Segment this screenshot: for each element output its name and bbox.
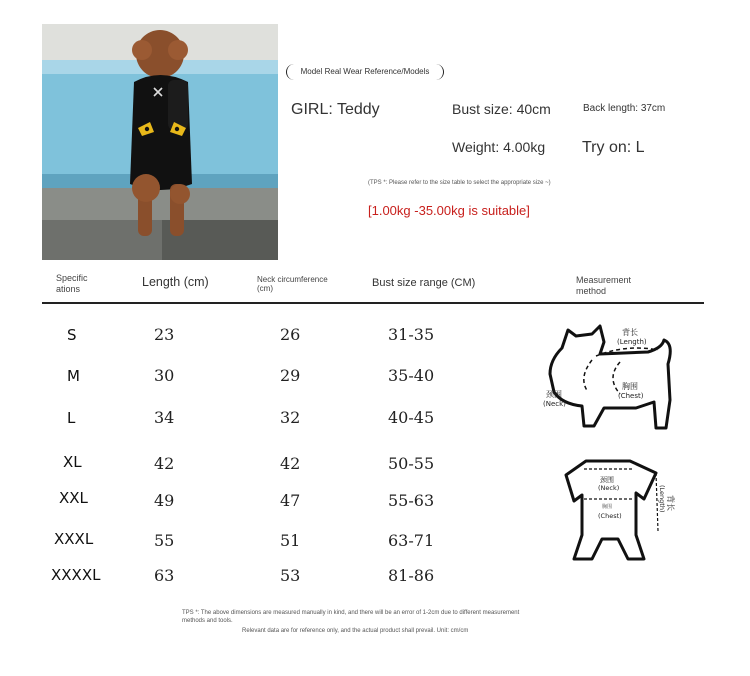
header-bust: Bust size range (CM) — [372, 277, 476, 289]
length-cell: 63 — [154, 566, 175, 585]
model-try-on: Try on: L — [582, 139, 645, 156]
length-cell: 23 — [154, 325, 175, 344]
footer-note: TPS *: The above dimensions are measured manually in kind, and there will be an error of 1-2cm due to different measurement methods and tools. — [182, 610, 520, 624]
neck-cell: 47 — [280, 491, 301, 510]
model-back-length: Back length: 37cm — [583, 103, 666, 114]
bust-cell: 63-71 — [388, 531, 435, 550]
dog-neck-cn: 颈围 — [546, 390, 562, 399]
size-cell: XXXXL — [51, 566, 101, 584]
tips-top: (TPS *: Please refer to the size table to select the appropriate size ~) — [368, 180, 551, 186]
bust-cell: 35-40 — [388, 366, 435, 385]
model-weight: Weight: 4.00kg — [452, 139, 546, 155]
dog-chest-cn: 胸围 — [622, 382, 638, 391]
size-cell: XL — [63, 453, 82, 471]
chest-line — [613, 362, 620, 394]
length-cell: 42 — [154, 454, 175, 473]
dog-chest-en: (Chest) — [618, 392, 644, 400]
length-cell: 30 — [154, 366, 175, 385]
model-bust: Bust size: 40cm — [452, 101, 551, 117]
neck-cell: 53 — [280, 566, 301, 585]
length-cell: 49 — [154, 491, 175, 510]
garment-neck-en: (Neck) — [598, 484, 620, 492]
dog-length-en: (Length) — [617, 338, 647, 346]
dog-outline — [550, 326, 670, 428]
neck-cell: 42 — [280, 454, 301, 473]
model-girl: GIRL: Teddy — [291, 101, 380, 118]
neck-line — [584, 360, 592, 392]
dog-measurement-diagram — [540, 322, 700, 434]
neck-cell: 32 — [280, 408, 301, 427]
header-method: Measurement method — [576, 275, 632, 296]
header-neck: Neck circumference (cm) — [257, 275, 328, 293]
bust-cell: 55-63 — [388, 491, 435, 510]
neck-cell: 29 — [280, 366, 301, 385]
bust-cell: 50-55 — [388, 454, 435, 473]
neck-cell: 26 — [280, 325, 301, 344]
bust-cell: 31-35 — [388, 325, 435, 344]
bust-cell: 81-86 — [388, 566, 435, 585]
bust-cell: 40-45 — [388, 408, 435, 427]
garment-chest-en: (Chest) — [598, 512, 622, 520]
garment-neck-cn: 颈围 — [600, 476, 614, 484]
header-length: Length (cm) — [142, 275, 209, 289]
length-cell: 34 — [154, 408, 175, 427]
size-cell: M — [67, 367, 80, 385]
product-photo — [42, 24, 278, 260]
garment-length-en: (Length) — [658, 485, 666, 513]
footer-note-2: Relevant data are for reference only, and the actual product shall prevail. Unit: cm/cm — [242, 628, 469, 634]
dog-neck-en: (Neck) — [543, 400, 566, 408]
size-cell: L — [67, 409, 76, 427]
header-divider — [42, 302, 704, 304]
dog-length-cn: 背长 — [622, 328, 638, 337]
garment-chest-cn: 胸围 — [602, 504, 613, 510]
header-specifications: Specific ations — [56, 273, 88, 294]
size-cell: S — [67, 326, 77, 344]
size-cell: XXXL — [54, 530, 94, 548]
size-cell: XXL — [59, 489, 88, 507]
length-measure-line — [656, 473, 658, 531]
garment-length-cn: 背长 — [666, 495, 675, 511]
model-reference-tag: Model Real Wear Reference/Models — [286, 64, 444, 80]
garment-measurement-diagram — [560, 455, 700, 565]
length-cell: 55 — [154, 531, 175, 550]
suitable-weight: [1.00kg -35.00kg is suitable] — [368, 203, 530, 218]
neck-cell: 51 — [280, 531, 301, 550]
